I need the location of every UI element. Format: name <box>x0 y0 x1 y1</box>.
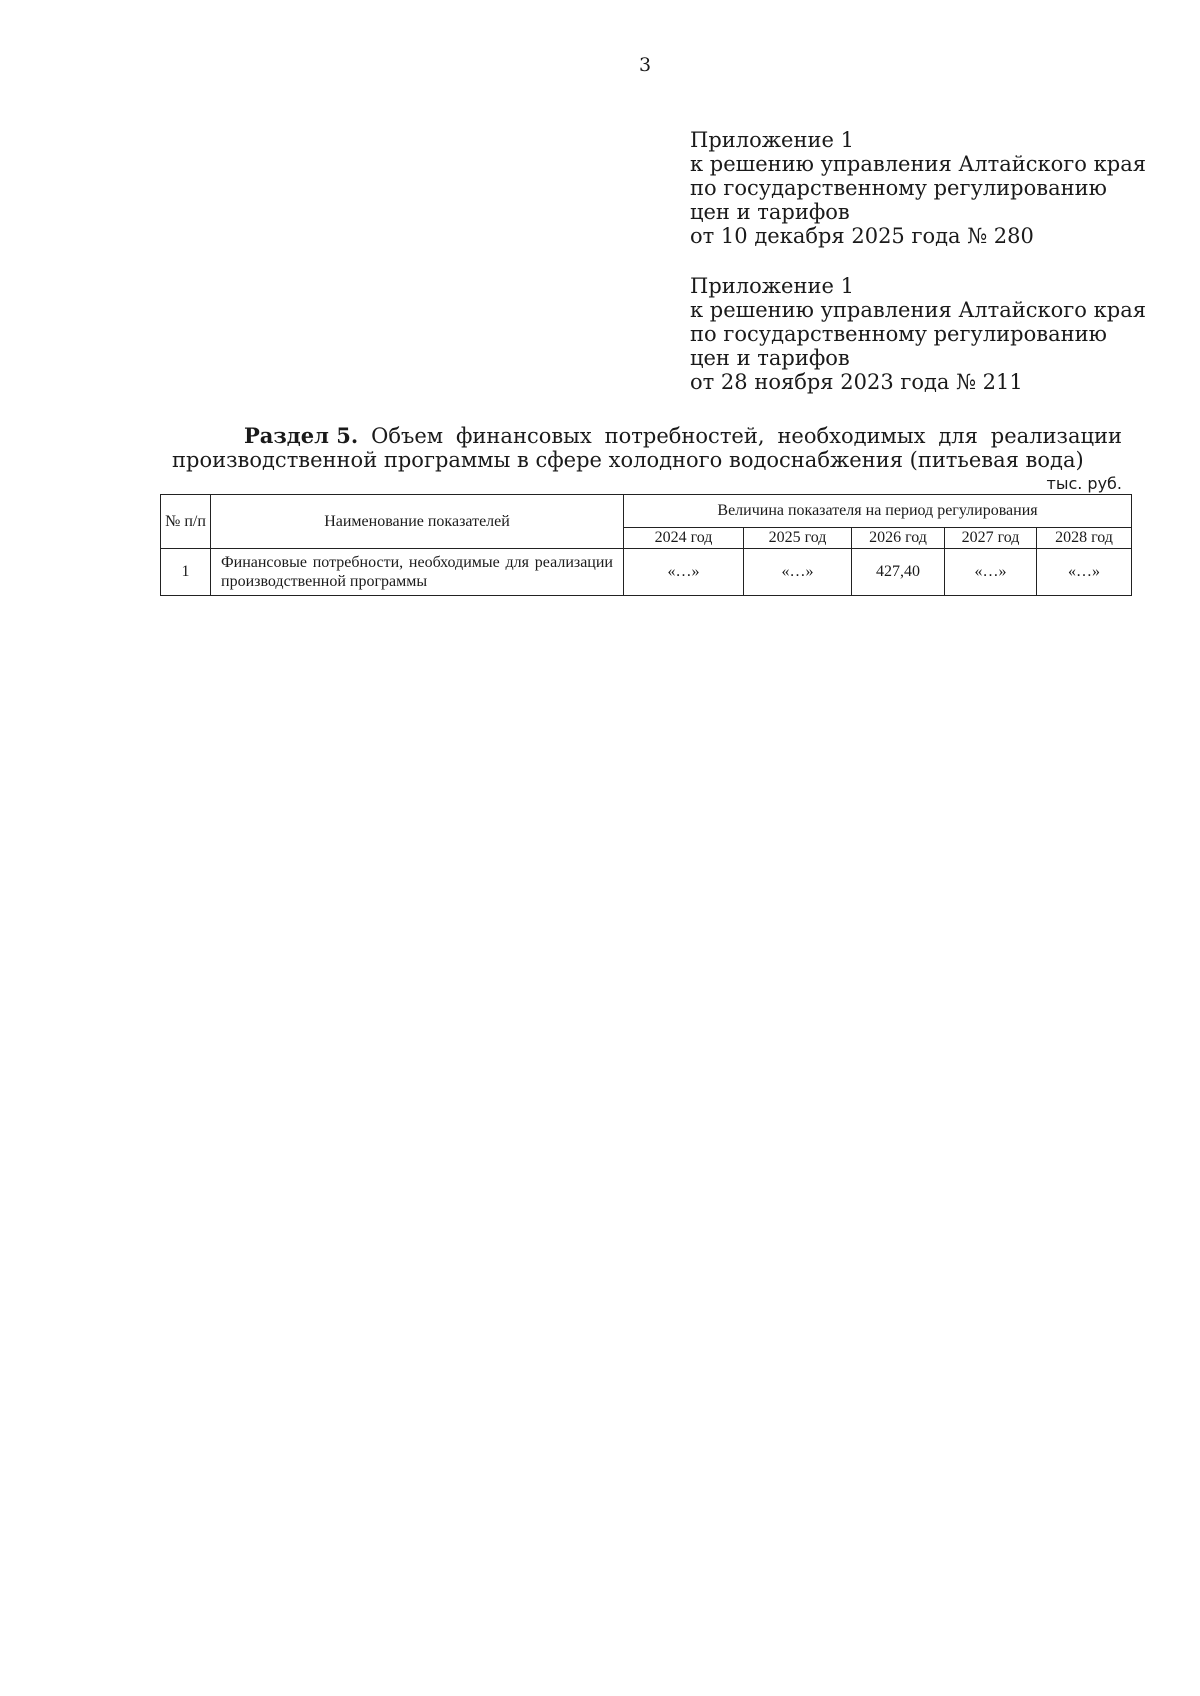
appendix-block-previous <box>690 274 1146 394</box>
section-word: потребностей, <box>604 424 765 448</box>
row-value: «…» <box>744 549 852 596</box>
header-year: 2028 год <box>1037 528 1132 549</box>
appendix-line: Приложение 1 <box>690 274 854 298</box>
section-word: финансовых <box>456 424 592 448</box>
row-value: «…» <box>1037 549 1132 596</box>
row-indicator-name: Финансовые потребности, необходимые для реализации производственной программы <box>211 549 624 596</box>
appendix-line: к решению управления Алтайского края <box>690 152 1146 176</box>
table-row <box>161 549 1132 596</box>
header-indicator-name: Наименование показателей <box>211 495 624 549</box>
header-period: Величина показателя на период регулирования <box>624 495 1132 528</box>
appendix-line: по государственному регулированию <box>690 322 1107 346</box>
appendix-line: к решению управления Алтайского края <box>690 298 1146 322</box>
header-year: 2027 год <box>945 528 1037 549</box>
row-value: «…» <box>945 549 1037 596</box>
section-title <box>172 424 1122 472</box>
page-number: 3 <box>638 54 652 76</box>
financial-needs-table <box>160 494 1132 596</box>
header-number: № п/п <box>161 495 211 549</box>
header-year: 2025 год <box>744 528 852 549</box>
section-word: реализации <box>990 424 1122 448</box>
section-word: для <box>938 424 978 448</box>
appendix-line: от 28 ноября 2023 года № 211 <box>690 370 1023 394</box>
header-year: 2024 год <box>624 528 744 549</box>
section-title-line2: производственной программы в сфере холодного водоснабжения (питьевая вода) <box>172 448 1084 472</box>
header-year: 2026 год <box>852 528 945 549</box>
section-word: Объем <box>371 424 444 448</box>
appendix-line: цен и тарифов <box>690 346 850 370</box>
section-label: Раздел 5. <box>244 423 359 448</box>
row-value: 427,40 <box>852 549 945 596</box>
appendix-line: от 10 декабря 2025 года № 280 <box>690 224 1034 248</box>
appendix-line: по государственному регулированию <box>690 176 1107 200</box>
row-number: 1 <box>161 549 211 596</box>
row-value: «…» <box>624 549 744 596</box>
appendix-line: цен и тарифов <box>690 200 850 224</box>
section-title-line1 <box>172 424 1122 448</box>
appendix-block-current <box>690 128 1146 248</box>
section-word: необходимых <box>777 424 926 448</box>
appendix-line: Приложение 1 <box>690 128 854 152</box>
units-label: тыс. руб. <box>1046 474 1122 493</box>
